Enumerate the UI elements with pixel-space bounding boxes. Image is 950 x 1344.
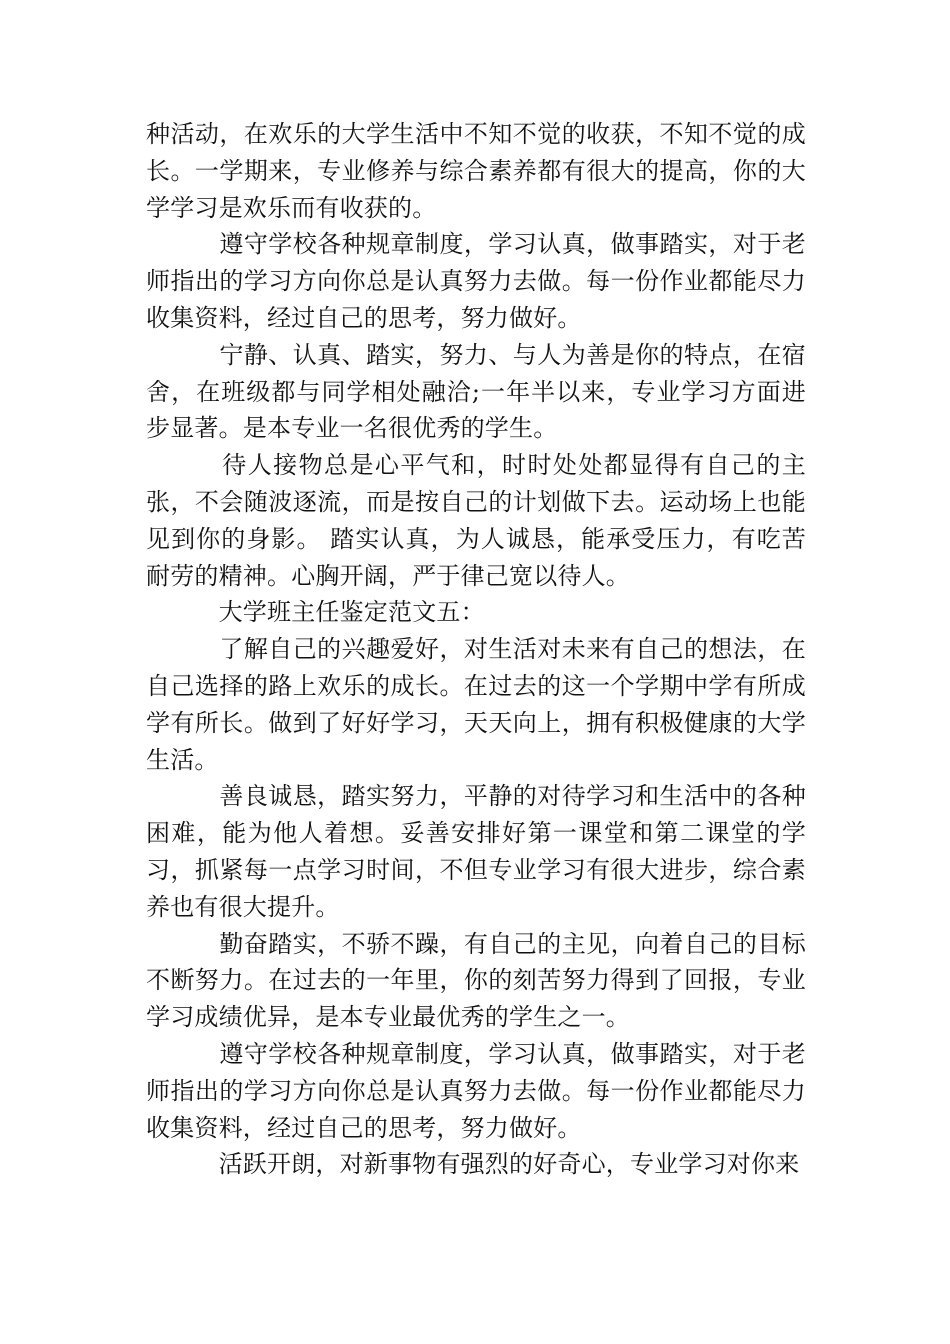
paragraph: 善良诚恳，踏实努力，平静的对待学习和生活中的各种困难，能为他人着想。妥善安排好第一课堂和第二课堂的学习，抓紧每一点学习时间，不但专业学习有很大进步，综合素养也有很大提升。 xyxy=(146,782,806,921)
paragraph: 遵守学校各种规章制度，学习认真，做事踏实，对于老师指出的学习方向你总是认真努力去做。每一份作业都能尽力收集资料，经过自己的思考，努力做好。 xyxy=(146,1039,806,1142)
paragraph: 种活动，在欢乐的大学生活中不知不觉的收获，不知不觉的成长。一学期来，专业修养与综合素养都有很大的提高，你的大学学习是欢乐而有收获的。 xyxy=(146,120,806,222)
document-body xyxy=(146,116,806,1183)
paragraph: 了解自己的兴趣爱好，对生活对未来有自己的想法，在自己选择的路上欢乐的成长。在过去的这一个学期中学有所成学有所长。做到了好好学习，天天向上，拥有积极健康的大学生活。 xyxy=(146,635,806,774)
paragraph: 勤奋踏实，不骄不躁，有自己的主见，向着自己的目标不断努力。在过去的一年里，你的刻苦努力得到了回报，专业学习成绩优异，是本专业最优秀的学生之一。 xyxy=(146,929,806,1032)
paragraph: 遵守学校各种规章制度，学习认真，做事踏实，对于老师指出的学习方向你总是认真努力去做。每一份作业都能尽力收集资料，经过自己的思考，努力做好。 xyxy=(146,230,806,332)
paragraph: 活跃开朗，对新事物有强烈的好奇心，专业学习对你来 xyxy=(146,1150,800,1179)
section-heading: 大学班主任鉴定范文五： xyxy=(146,598,485,627)
paragraph: 宁静、认真、踏实，努力、与人为善是你的特点，在宿舍，在班级都与同学相处融洽;一年半以来，专业学习方面进步显著。是本专业一名很优秀的学生。 xyxy=(146,340,806,443)
paragraph: 待人接物总是心平气和，时时处处都显得有自己的主张，不会随波逐流，而是按自己的计划做下去。运动场上也能见到你的身影。 踏实认真，为人诚恳，能承受压力，有吃苦耐劳的精神。心胸开阔，严于律己宽以待人。 xyxy=(146,451,806,590)
